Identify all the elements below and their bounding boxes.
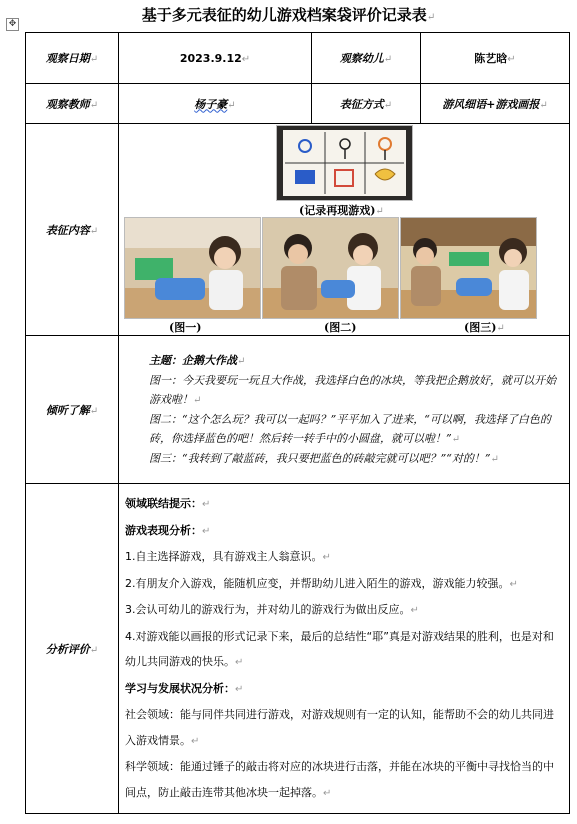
photo-3-image — [401, 218, 536, 318]
table-move-handle-icon[interactable]: ✥ — [6, 18, 19, 31]
row-representation — [26, 124, 570, 336]
date-value: 2023.9.12↵ — [119, 33, 312, 84]
row-analysis — [26, 484, 570, 814]
date-label: 观察日期↵ — [26, 33, 119, 84]
row-date — [26, 33, 570, 84]
listening-line-3: 图三：“我转到了敲蓝砖，我只要把蓝色的砖敲完就可以吧？”“对的！”↵ — [149, 451, 499, 465]
teacher-label: 观察教师↵ — [26, 84, 119, 124]
method-label: 表征方式↵ — [312, 84, 421, 124]
row-teacher — [26, 84, 570, 124]
dev-heading: 学习与发展状况分析：↵ — [125, 681, 244, 695]
play-item-1: 1.自主选择游戏，具有游戏主人翁意识。↵ — [125, 550, 331, 563]
photo-1-image — [125, 218, 260, 318]
photo-2 — [262, 217, 399, 319]
listening-line-1: 图一：今天我要玩一玩且大作战，我选择白色的冰块，等我把企鹅放好，就可以开始游戏啦！↵ — [149, 373, 556, 406]
child-label: 观察幼儿↵ — [312, 33, 421, 84]
analysis-content — [119, 484, 570, 814]
listening-line-2: 图二：“这个怎么玩？我可以一起吗？”平平加入了进来，“可以啊，我选择了白色的砖，你选择蓝色的吧！然后转一转手中的小圆盘，就可以啦！”↵ — [149, 412, 551, 445]
caption-1: (图一) — [169, 320, 202, 334]
child-drawing-image — [277, 126, 412, 200]
representation-content — [119, 124, 570, 336]
photo-1 — [124, 217, 261, 319]
drawing-caption: (记录再现游戏)↵ — [299, 203, 384, 217]
caption-3: (图三)↵ — [464, 320, 505, 334]
drawing-photo — [276, 125, 413, 201]
record-table — [25, 32, 570, 814]
listening-label: 倾听了解↵ — [26, 336, 119, 484]
page-title: 基于多元表征的幼儿游戏档案袋评价记录表↵ — [141, 6, 436, 24]
method-value: 游风细语+游戏画报↵ — [421, 84, 570, 124]
child-value: 陈艺晗↵ — [421, 33, 570, 84]
analysis-label: 分析评价↵ — [26, 484, 119, 814]
play-item-4: 4.对游戏能以画报的形式记录下来，最后的总结性“耶”真是对游戏结果的胜利，也是对和幼儿共同游戏的快乐。↵ — [125, 629, 554, 668]
play-item-2: 2.有朋友介入游戏，能随机应变，并帮助幼儿进入陌生的游戏，游戏能力较强。↵ — [125, 576, 518, 590]
social-analysis: 社会领域：能与同伴共同进行游戏，对游戏规则有一定的认知，能帮助不会的幼儿共同进入游戏情景。↵ — [125, 708, 554, 747]
teacher-value: 杨子豪↵ — [119, 84, 312, 124]
play-heading: 游戏表现分析：↵ — [125, 523, 211, 537]
representation-label: 表征内容↵ — [26, 124, 119, 336]
science-analysis: 科学领域：能通过锤子的敲击将对应的冰块进行击落，并能在冰块的平衡中寻找恰当的中间点，防止敲击连带其他冰块一起掉落。↵ — [125, 760, 554, 799]
row-listening — [26, 336, 570, 484]
listening-theme: 主题：企鹅大作战↵ — [149, 353, 246, 367]
listening-content — [119, 336, 570, 484]
domain-hint: 领域联结提示：↵ — [125, 497, 211, 510]
photo-3 — [400, 217, 537, 319]
play-item-3: 3.会认可幼儿的游戏行为，并对幼儿的游戏行为做出反应。↵ — [125, 603, 419, 616]
caption-2: (图二) — [324, 320, 357, 334]
photo-2-image — [263, 218, 398, 318]
